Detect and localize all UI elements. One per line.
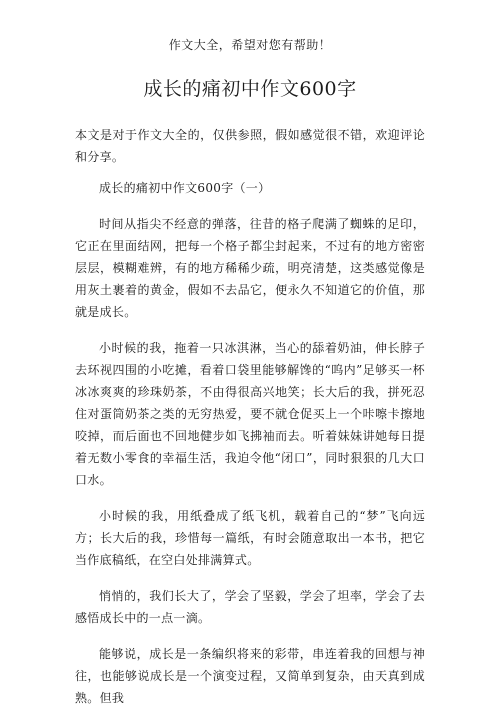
body-paragraph: 能够说，成长是一条编织将来的彩带，串连着我的回想与神往，也能够说成长是一个演变过程，又简单到复杂，由天真到成熟。但我 [75,647,425,705]
section-heading: 成长的痛初中作文600字（一） [99,181,271,195]
intro-paragraph: 本文是对于作文大全的，仅供参照，假如感觉很不错，欢迎评论和分享。 [75,128,425,164]
document-body [75,124,425,709]
header-note: 作文大全，希望对您有帮助！ [168,38,332,52]
body-paragraph: 时间从指尖不经意的弹落，往昔的格子爬满了蜘蛛的足印，它正在里面结网，把每一个格子都尘封起来，不过有的地方密密层层，模糊难辨，有的地方稀稀少疏，明亮清楚，这类感觉像是用灰土裹着的黄金，假如不去品它，便永久不知道它的价值，那就是成长。 [75,217,425,319]
document-title: 成长的痛初中作文600字 [143,78,357,100]
body-paragraph: 悄悄的，我们长大了，学会了坚毅，学会了坦率，学会了去感悟成长中的一点一滴。 [75,589,425,625]
body-paragraph: 小时候的我，用纸叠成了纸飞机，载着自己的“梦”飞向远方；长大后的我，珍惜每一篇纸，有时会随意取出一本书，把它当作底稿纸，在空白处排满算式。 [75,509,425,567]
body-paragraph: 小时候的我，拖着一只冰淇淋，当心的舔着奶油，伸长脖子去环视四围的小吃摊，看着口袋里能够解馋的“呜内”足够买一杯冰冰爽爽的珍珠奶茶，不由得很高兴地笑；长大后的我，拼死忍住对蛋筒奶茶之类的无穷热爱，要不就仓促买上一个咔嚓卡擦地咬掉，而后面也不回地健步如飞拂袖而去。听着妹妹讲她每日提着无数小零食的幸福生活，我迫令他“闭口”，同时狠狠的几大口口水。 [75,341,425,487]
